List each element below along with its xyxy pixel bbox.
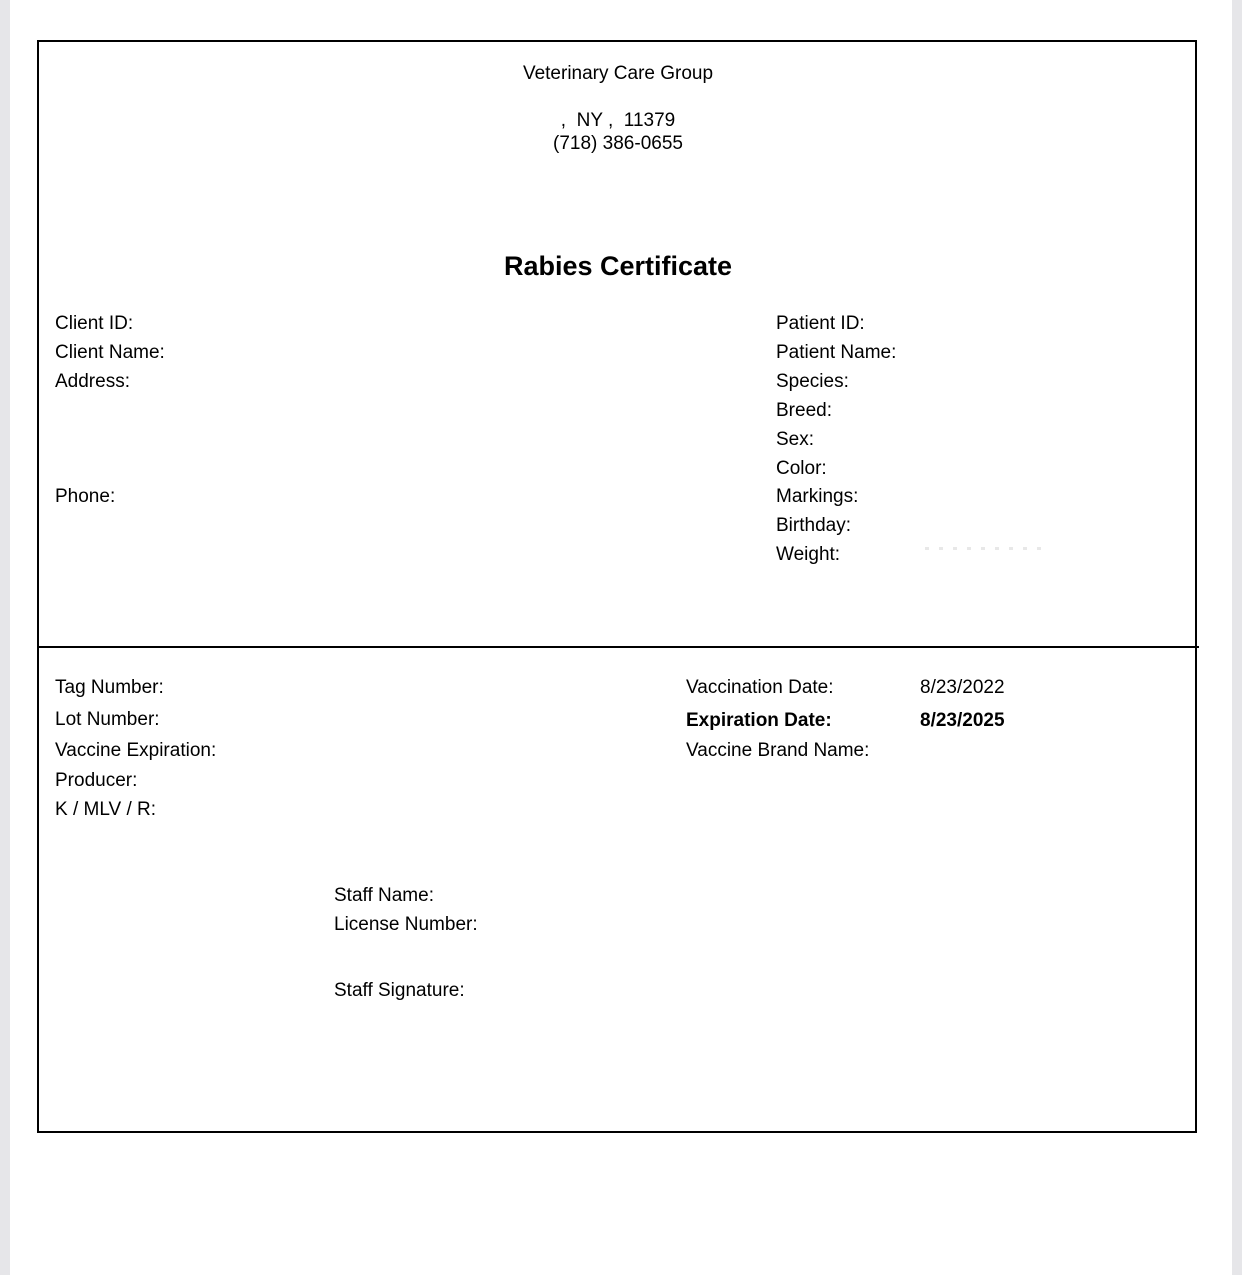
k-mlv-r-label: K / MLV / R: bbox=[55, 799, 157, 820]
vaccine-brand-name-label: Vaccine Brand Name: bbox=[686, 740, 870, 761]
staff-name-label: Staff Name: bbox=[334, 885, 434, 906]
vaccine-expiration-label: Vaccine Expiration: bbox=[55, 740, 217, 761]
license-number-label: License Number: bbox=[334, 914, 478, 935]
breed-label: Breed: bbox=[776, 400, 832, 421]
staff-signature-label: Staff Signature: bbox=[334, 980, 465, 1001]
weight-value-redacted bbox=[925, 547, 1045, 550]
expiration-date-label: Expiration Date: bbox=[686, 710, 832, 731]
address-label: Address: bbox=[55, 371, 130, 392]
client-id-label: Client ID: bbox=[55, 313, 134, 334]
page-title: Rabies Certificate bbox=[503, 251, 733, 281]
markings-label: Markings: bbox=[776, 486, 859, 507]
patient-id-label: Patient ID: bbox=[776, 313, 865, 334]
phone-label: Phone: bbox=[55, 486, 116, 507]
vaccination-date-label: Vaccination Date: bbox=[686, 677, 834, 698]
clinic-name: Veterinary Care Group bbox=[522, 63, 714, 84]
weight-label: Weight: bbox=[776, 544, 841, 565]
certificate-frame bbox=[37, 40, 1197, 1133]
sex-label: Sex: bbox=[776, 429, 815, 450]
client-name-label: Client Name: bbox=[55, 342, 165, 363]
vaccination-date-value: 8/23/2022 bbox=[920, 677, 1005, 698]
birthday-label: Birthday: bbox=[776, 515, 851, 536]
lot-number-label: Lot Number: bbox=[55, 709, 160, 730]
producer-label: Producer: bbox=[55, 770, 138, 791]
species-label: Species: bbox=[776, 371, 849, 392]
color-label: Color: bbox=[776, 458, 827, 479]
clinic-phone: (718) 386-0655 bbox=[553, 133, 683, 154]
clinic-city-state-zip: , NY , 11379 bbox=[560, 110, 676, 131]
patient-name-label: Patient Name: bbox=[776, 342, 897, 363]
expiration-date-value: 8/23/2025 bbox=[920, 710, 1005, 731]
tag-number-label: Tag Number: bbox=[55, 677, 164, 698]
section-divider bbox=[37, 646, 1199, 648]
